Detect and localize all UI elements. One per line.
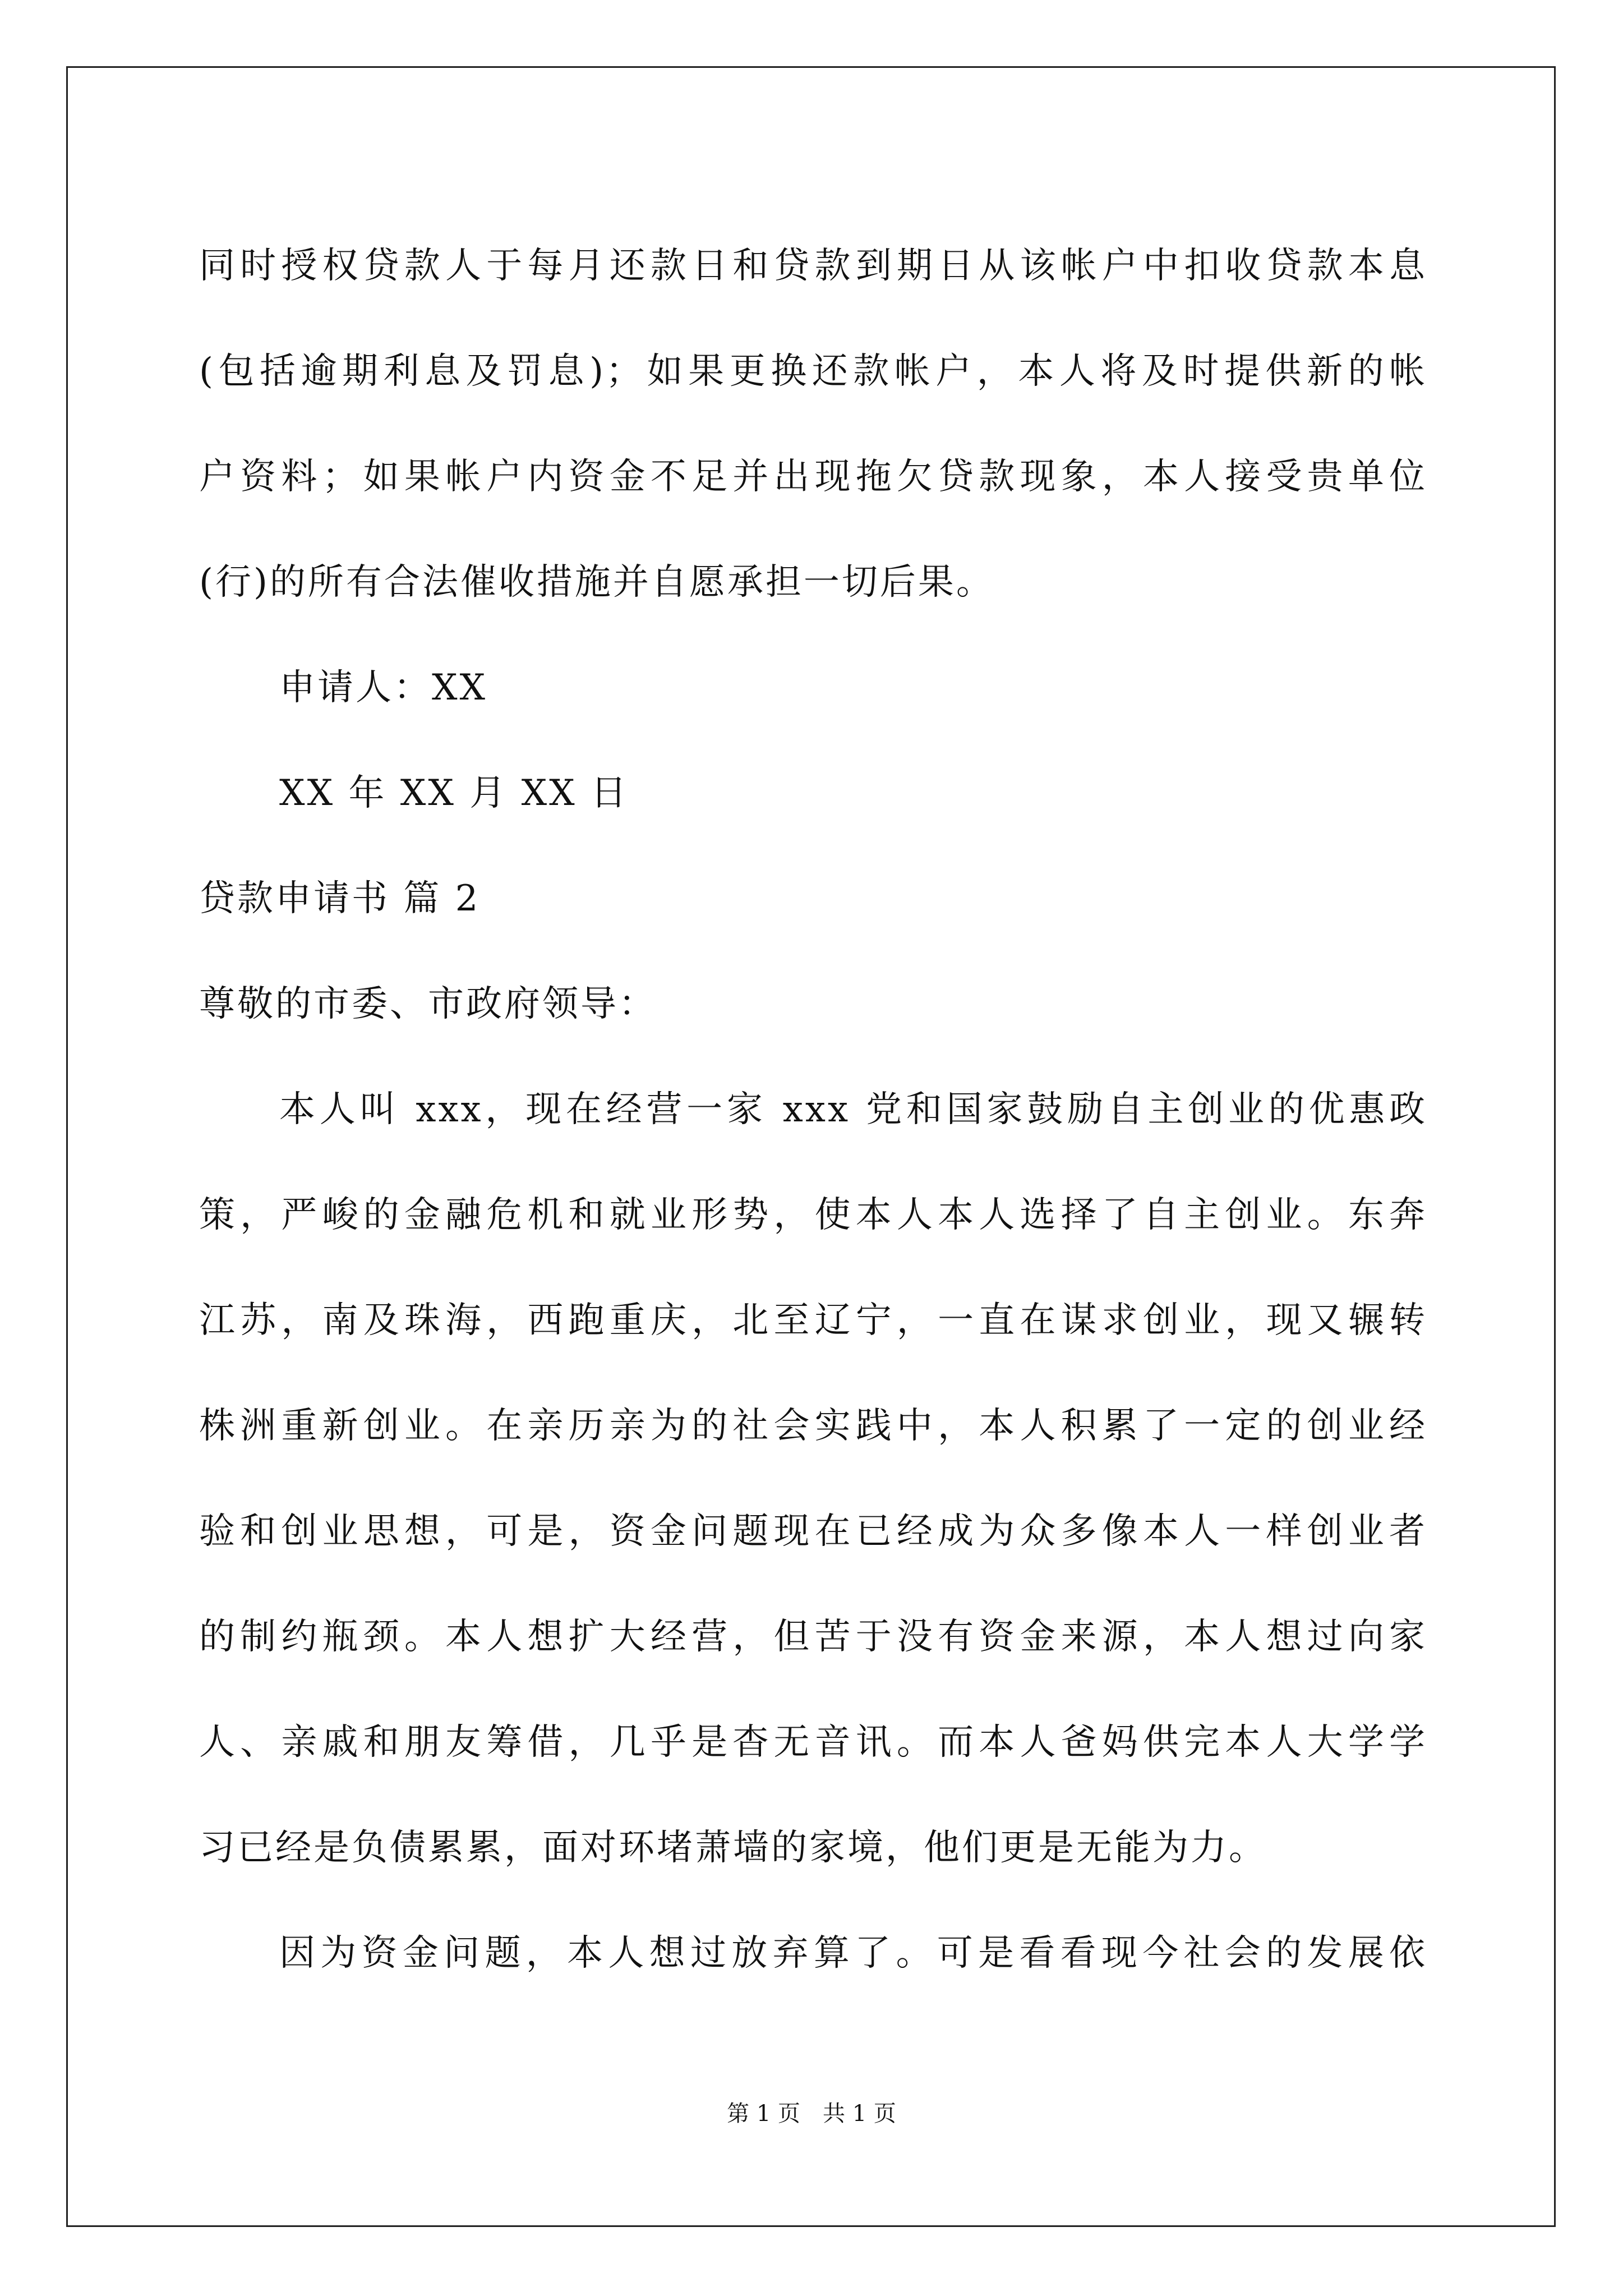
section-title: 贷款申请书 篇 2 bbox=[199, 878, 481, 919]
paragraph-line: 株洲重新创业。在亲历亲为的社会实践中，本人积累了一定的创业经 bbox=[199, 1405, 1427, 1447]
paragraph-line: 人、亲戚和朋友筹借，几乎是杳无音讯。而本人爸妈供完本人大学学 bbox=[199, 1722, 1427, 1763]
paragraph-line: 的制约瓶颈。本人想扩大经营，但苦于没有资金来源，本人想过向家 bbox=[199, 1616, 1427, 1658]
salutation: 尊敬的市委、市政府领导： bbox=[199, 983, 657, 1025]
applicant-signature: 申请人：XX bbox=[279, 667, 488, 708]
paragraph-line: 本人叫 xxx，现在经营一家 xxx 党和国家鼓励自主创业的优惠政 bbox=[279, 1089, 1427, 1130]
paragraph-line: 同时授权贷款人于每月还款日和贷款到期日从该帐户中扣收贷款本息 bbox=[199, 245, 1427, 287]
page-footer bbox=[0, 2096, 1623, 2128]
paragraph-line: 因为资金问题，本人想过放弃算了。可是看看现今社会的发展依 bbox=[279, 1932, 1427, 1974]
paragraph-line: (包括逾期利息及罚息)；如果更换还款帐户，本人将及时提供新的帐 bbox=[199, 351, 1427, 392]
paragraph-line: (行)的所有合法催收措施并自愿承担一切后果。 bbox=[199, 562, 994, 603]
date-line: XX 年 XX 月 XX 日 bbox=[279, 772, 629, 814]
page-number-total: 共 1 页 bbox=[823, 2101, 896, 2127]
paragraph-line: 户资料；如果帐户内资金不足并出现拖欠贷款现象，本人接受贵单位 bbox=[199, 456, 1427, 498]
paragraph-line: 策，严峻的金融危机和就业形势，使本人本人选择了自主创业。东奔 bbox=[199, 1194, 1427, 1236]
page-number-current: 第 1 页 bbox=[727, 2101, 800, 2127]
paragraph-line: 验和创业思想，可是，资金问题现在已经成为众多像本人一样创业者 bbox=[199, 1511, 1427, 1552]
document-body bbox=[199, 213, 1427, 2006]
paragraph-line: 江苏，南及珠海，西跑重庆，北至辽宁，一直在谋求创业，现又辗转 bbox=[199, 1300, 1427, 1341]
paragraph-line: 习已经是负债累累，面对环堵萧墙的家境，他们更是无能为力。 bbox=[199, 1827, 1267, 1869]
